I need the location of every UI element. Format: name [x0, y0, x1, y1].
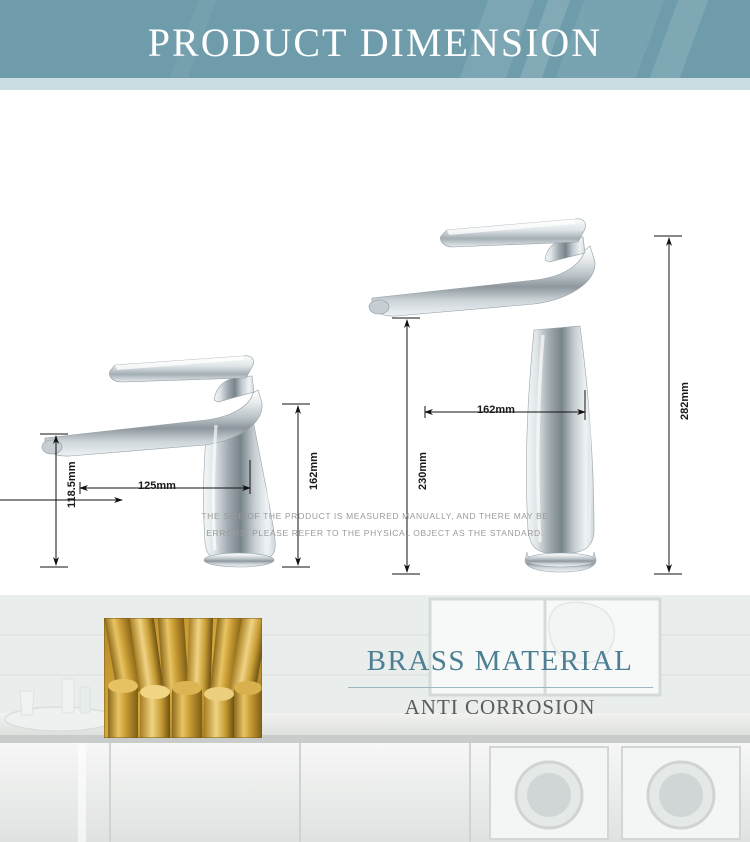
page-title: PRODUCT DIMENSION	[147, 20, 603, 65]
dimension-label-282mm: 282mm	[679, 382, 691, 420]
brass-material-section	[0, 595, 750, 842]
dimension-diagram	[0, 90, 750, 595]
dimension-label-125mm: 125mm	[138, 480, 176, 492]
dimension-label-118-5mm: 118.5mm	[66, 461, 78, 508]
measurement-note: THE SIZE OF THE PRODUCT IS MEASURED MANUALLY, AND THERE MAY BE ERRORS. PLEASE REFER TO THE PHYSICAL OBJECT AS THE STANDARD.	[201, 511, 549, 538]
banner-accent-bar	[0, 78, 750, 90]
brass-rods-photo	[104, 618, 262, 738]
brass-material-title: BRASS MATERIAL	[366, 645, 634, 677]
title-divider	[348, 687, 653, 688]
header-banner	[0, 0, 750, 90]
brass-material-subtitle: ANTI CORROSION	[404, 695, 596, 719]
dimension-label-162mm-short: 162mm	[308, 452, 320, 490]
dimension-label-162mm-tall: 162mm	[477, 404, 515, 416]
dimension-label-230mm: 230mm	[417, 452, 429, 490]
brass-rods-graphic	[104, 618, 262, 738]
